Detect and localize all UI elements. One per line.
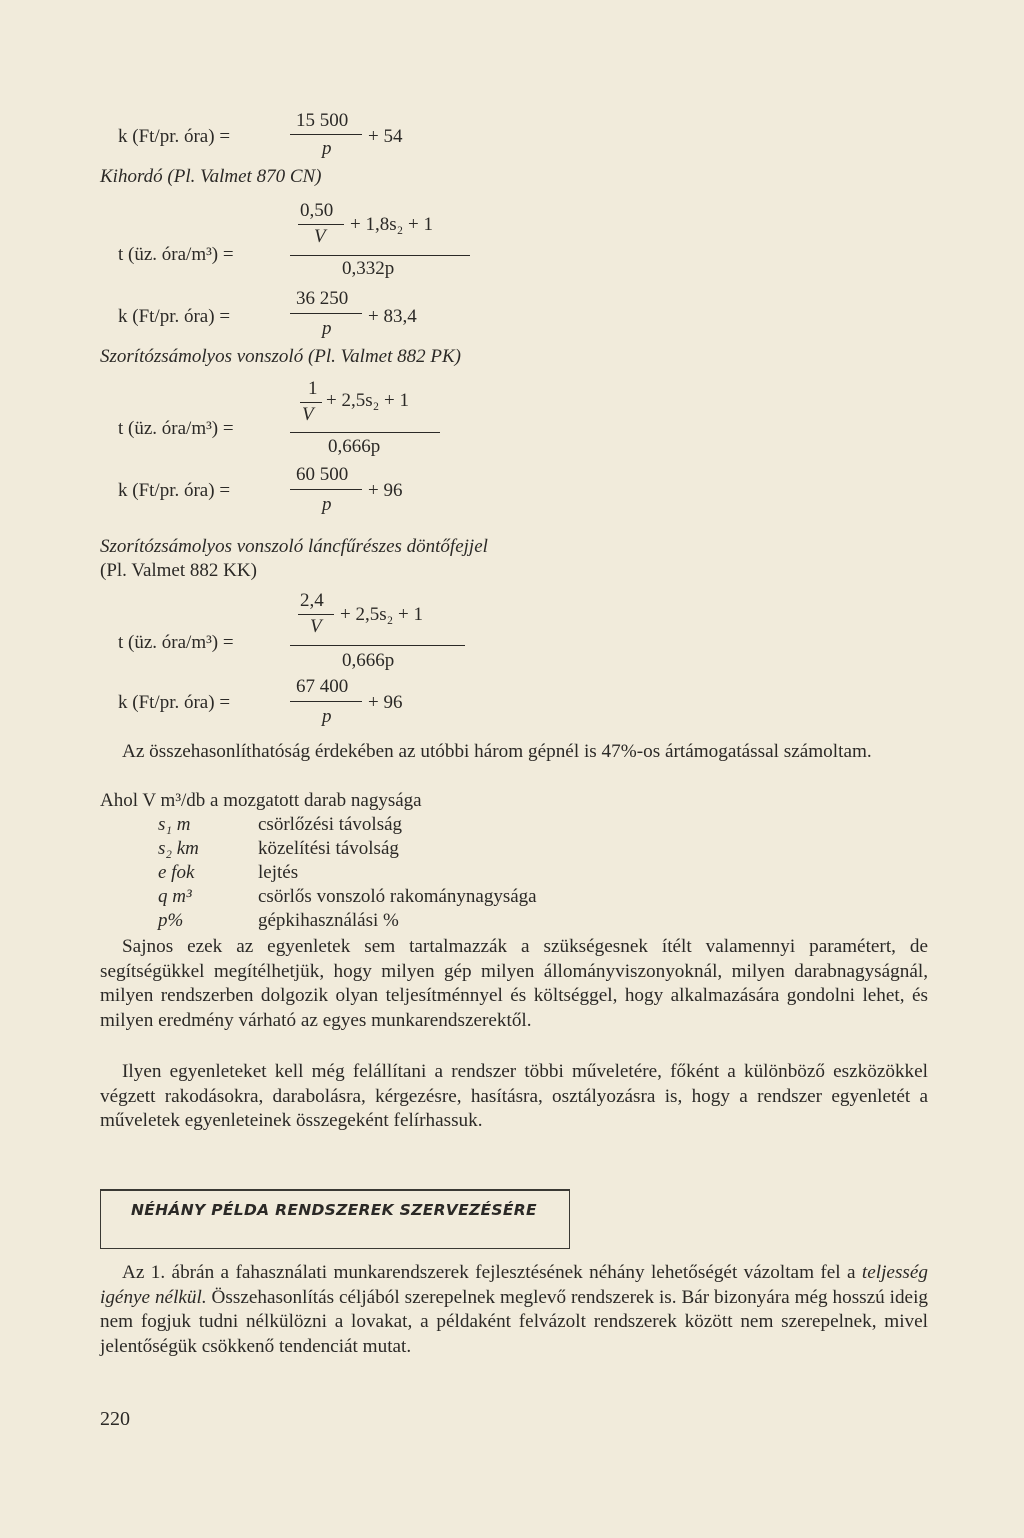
formula-k-label: k (Ft/pr. óra) = <box>118 692 231 713</box>
numerator-rest: + 1,8s₂ + 1 <box>350 214 433 235</box>
fraction-bar <box>290 134 362 135</box>
fraction-numerator: 36 250 <box>296 288 349 309</box>
fraction-bar <box>290 701 362 702</box>
fraction-bar <box>290 432 440 433</box>
fraction-numerator: 67 400 <box>296 676 349 697</box>
formula-k-label: k (Ft/pr. óra) = <box>118 306 231 327</box>
formula-k-label: k (Ft/pr. óra) = <box>118 126 231 147</box>
fraction-denominator: p <box>322 138 332 159</box>
paragraph-ilyen: Ilyen egyenleteket kell még felállítani a rendszer többi műveletére, főként a különböző eszközökkel végzett rakodásokra, darabolásra, kérgezésre, hasításra, osztályozásra is, hogy a rendszer egyenletét a műveletek egyenleteinek összegeként felírhassuk. <box>100 1061 928 1132</box>
section-heading: NÉHÁNY PÉLDA RENDSZEREK SZERVEZÉSÉRE <box>131 1201 537 1219</box>
machine-heading-lancfureszes-model: (Pl. Valmet 882 KK) <box>100 560 257 581</box>
inner-numerator: 1 <box>308 378 318 399</box>
inner-numerator: 0,50 <box>300 200 334 221</box>
numerator-rest: + 2,5s₂ + 1 <box>340 604 423 625</box>
fraction-bar <box>290 645 465 646</box>
paragraph-sajnos: Sajnos ezek az egyenletek sem tartalmazzák a szükségesnek ítélt valamennyi paramétert, de segítségükkel megítélhetjük, hogy milyen gép milyen állományviszonyoknál, milyen darabnagyságnál, milyen rendszerben dolgozik olyan teljesítménnyel és költséggel, hogy alkalmazására gondolni lehet, és milyen eredmény várható az egyes munkarendszerektől. <box>100 936 928 1031</box>
paragraph-figure: Az 1. ábrán a fahasználati munkarendszerek fejlesztésének néhány lehetőségét vázoltam fel a teljesség igénye nélkül. Összehasonlítás céljából szerepelnek meglevő rendszerek is. Bár bizonyára még hosszú ideig nem fogjuk tudni nélkülözni a lovakat, a példaként felvázolt rendszerek között nem szerepelnek, mivel jelentőségük csökkenő tendenciát mutat. <box>100 1262 928 1357</box>
emphasis: teljesség igénye nélkül. <box>100 1262 928 1308</box>
fraction-numerator: 60 500 <box>296 464 349 485</box>
formula-t-label: t (üz. óra/m³) = <box>118 418 234 439</box>
fraction-bar <box>290 489 362 490</box>
inner-denominator: V <box>302 404 314 425</box>
formula-addend: + 83,4 <box>368 306 417 327</box>
section-heading-box <box>100 1189 570 1249</box>
paragraph-comparison: Az összehasonlíthatóság érdekében az utóbbi három gépnél is 47%-os ártámogatással számoltam. <box>122 741 872 762</box>
formula-addend: + 96 <box>368 692 403 713</box>
numerator-rest: + 2,5s₂ + 1 <box>326 390 409 411</box>
formula-t-label: t (üz. óra/m³) = <box>118 244 234 265</box>
page-number: 220 <box>100 1408 130 1430</box>
fraction-denominator: p <box>322 706 332 727</box>
machine-heading-lancfureszes: Szorítózsámolyos vonszoló láncfűrészes döntőfejjel <box>100 536 488 557</box>
fraction-bar <box>290 313 362 314</box>
inner-fraction-bar <box>298 224 344 225</box>
inner-fraction-bar <box>300 402 322 403</box>
formula-addend: + 54 <box>368 126 403 147</box>
machine-heading-kihordo: Kihordó (Pl. Valmet 870 CN) <box>100 166 322 187</box>
fraction-denominator: 0,332p <box>342 258 395 279</box>
inner-fraction-bar <box>298 614 334 615</box>
machine-heading-szoritozsamolyos: Szorítózsámolyos vonszoló (Pl. Valmet 882 PK) <box>100 346 461 367</box>
fraction-bar <box>290 255 470 256</box>
formula-addend: + 96 <box>368 480 403 501</box>
formula-k-label: k (Ft/pr. óra) = <box>118 480 231 501</box>
fraction-denominator: p <box>322 494 332 515</box>
inner-denominator: V <box>314 226 326 247</box>
inner-denominator: V <box>310 616 322 637</box>
formula-t-label: t (üz. óra/m³) = <box>118 632 234 653</box>
fraction-denominator: 0,666p <box>328 436 381 457</box>
inner-numerator: 2,4 <box>300 590 324 611</box>
fraction-denominator: 0,666p <box>342 650 395 671</box>
fraction-denominator: p <box>322 318 332 339</box>
document-page: k (Ft/pr. óra) = 15 500 p + 54 Kihordó (Pl. Valmet 870 CN) 0,50 V + 1,8s₂ + 1 t (üz. óra/m³) = 0,332p k (Ft/pr. óra) = 36 250 p + 83,4 Szorítózsámolyos vonszoló (Pl. Valmet 882 PK) 1 V + 2,5s₂ + 1 t (üz. óra/m³) = 0,666p k (Ft/pr. óra) = 60 500 p + 96 Szorítózsámolyos vonszoló láncfűrészes döntőfejjel (Pl. Valmet 882 KK) 2,4 V + 2,5s₂ + 1 t (üz. óra/m³) = 0,666p k (Ft/pr. óra) = 67 400 p + 96 Az összehasonlíthatóság érdekében az utóbbi három gépnél is 47%-os ártámogatással számoltam. Ahol V m³/db a mozgatott darab nagysága s₁ m csörlőzési távolság s₂ km közelítési távolság e fok lejtés q m³ csörlős vonszoló rakománynagysága p% gépkihasználási % Sajnos ezek az egyenletek sem tartalmazzák a szükségesnek ítélt valamennyi paramétert, de segítségükkel megítélhetjük, hogy milyen gép milyen állományviszonyoknál, milyen darabnagyságnál, milyen rendszerben dolgozik olyan teljesítménnyel és költséggel, hogy alkalmazására gondolni lehet, és milyen eredmény várható az egyes munkarendszerektől. Ilyen egyenleteket kell még felállítani a rendszer többi műveletére, főként a különböző eszközökkel végzett rakodásokra, darabolásra, kérgezésre, hasításra, osztályozásra is, hogy a rendszer egyenletét a műveletek egyenleteinek összegeként felírhassuk. NÉHÁNY PÉLDA RENDSZEREK SZERVEZÉSÉRE Az 1. ábrán a fahasználati munkarendszerek fejlesztésének néhány lehetőségét vázoltam fel a teljesség igénye nélkül. Összehasonlítás céljából szerepelnek meglevő rendszerek is. Bár bizonyára még hosszú ideig nem fogjuk tudni nélkülözni a lovakat, a példaként felvázolt rendszerek között nem szerepelnek, mivel jelentőségük csökkenő tendenciát mutat. 220 <box>100 110 928 1430</box>
fraction-numerator: 15 500 <box>296 110 349 131</box>
